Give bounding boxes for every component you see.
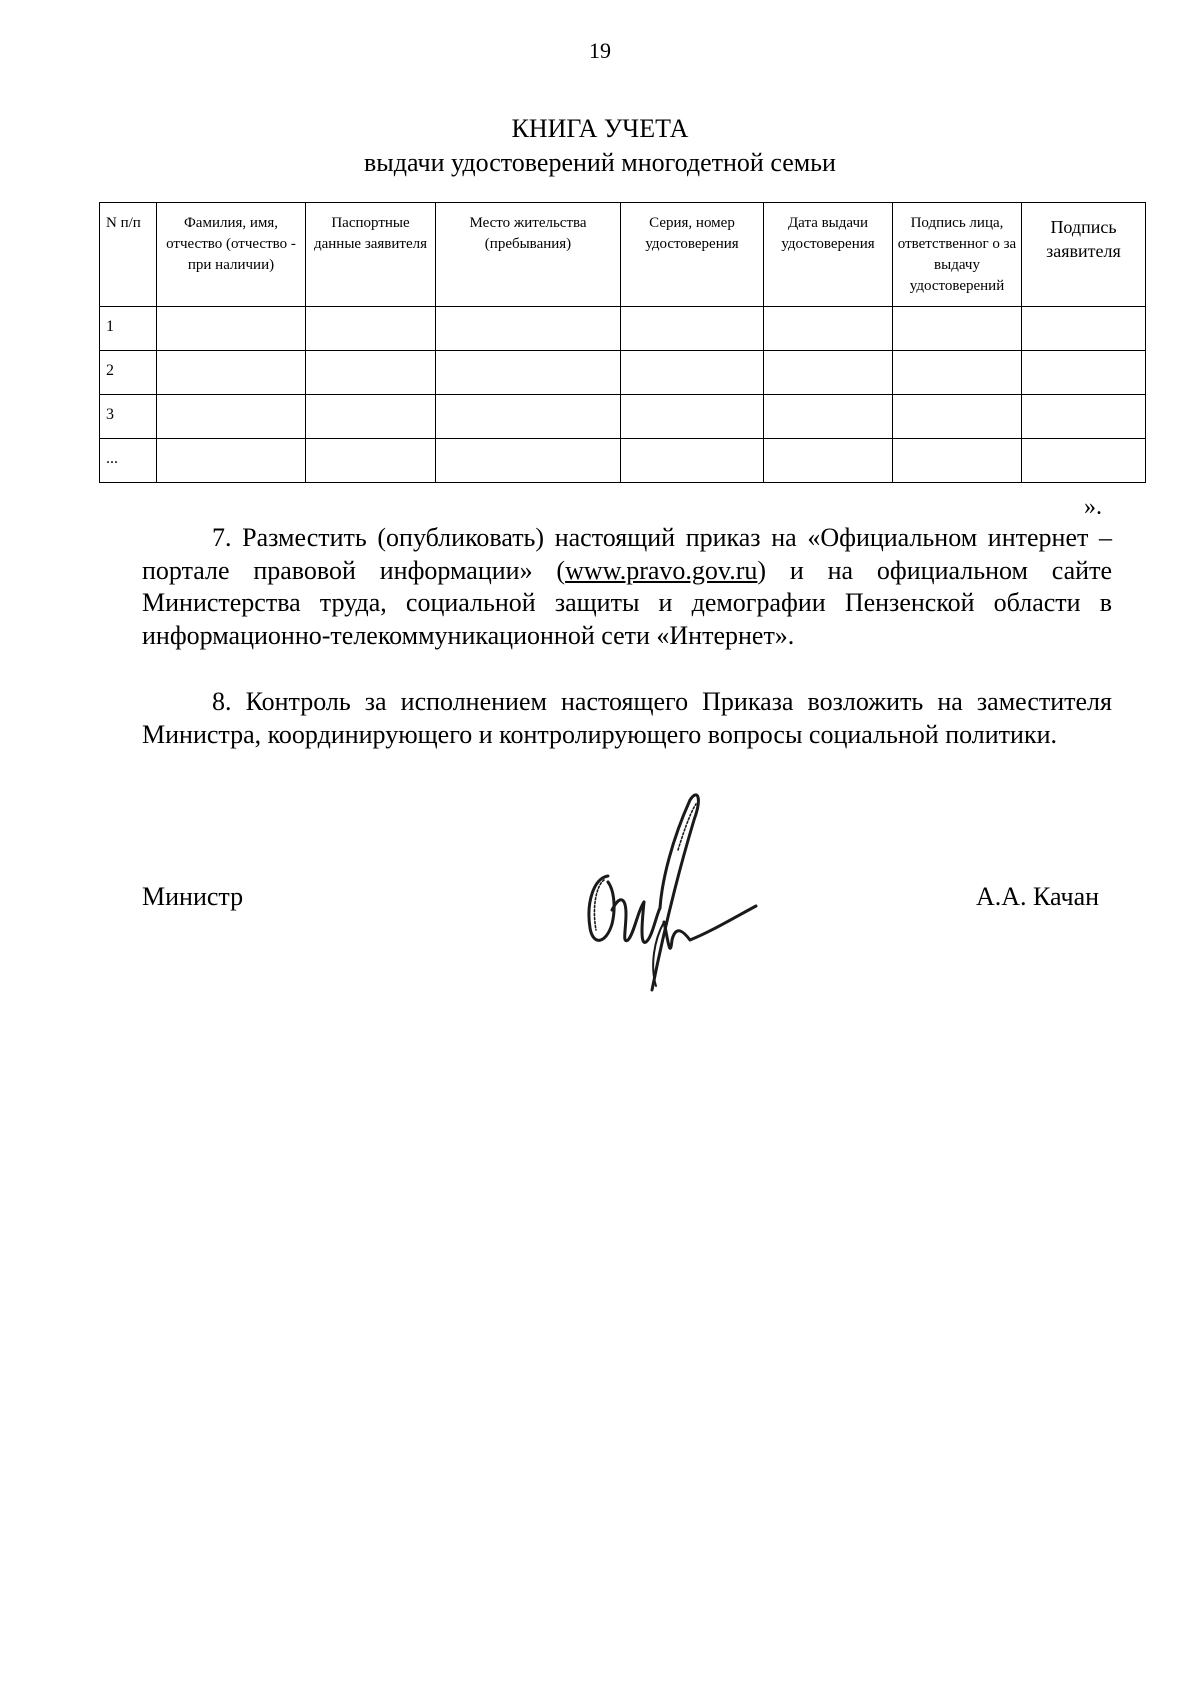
table-cell — [157, 307, 306, 351]
table-cell — [436, 307, 621, 351]
table-row — [100, 351, 1146, 395]
row-number: 3 — [100, 395, 157, 439]
header-residence: Место жительства (пребывания) — [436, 203, 621, 307]
table-cell — [306, 395, 436, 439]
table-cell — [621, 307, 764, 351]
table-cell — [621, 351, 764, 395]
table-cell — [764, 439, 893, 483]
quote-close: ». — [1084, 494, 1102, 520]
table-cell — [1022, 395, 1146, 439]
paragraph-7-text-start: 7. Разместить (опубликовать) настоящий приказ на «Официальном интернет – портале правовой информации» ( — [142, 523, 1112, 585]
header-issue-date: Дата выдачи удостоверения — [764, 203, 893, 307]
table-cell — [764, 351, 893, 395]
table-cell — [764, 395, 893, 439]
page-number: 19 — [589, 38, 611, 63]
header-full-name: Фамилия, имя, отчество (отчество - при наличии) — [157, 203, 306, 307]
row-number: ... — [100, 439, 157, 483]
table-cell — [764, 307, 893, 351]
header-certificate-number: Серия, номер удостоверения — [621, 203, 764, 307]
table-cell — [157, 439, 306, 483]
table-cell — [306, 307, 436, 351]
header-passport: Паспортные данные заявителя — [306, 203, 436, 307]
table-cell — [893, 307, 1022, 351]
table-row — [100, 395, 1146, 439]
row-number: 1 — [100, 307, 157, 351]
table-cell — [157, 351, 306, 395]
header-number: N п/п — [100, 203, 157, 307]
table-cell — [436, 439, 621, 483]
table-cell — [621, 439, 764, 483]
table-cell — [621, 395, 764, 439]
table-cell — [893, 439, 1022, 483]
registry-table — [99, 202, 1146, 483]
paragraph-7 — [142, 522, 1112, 652]
paragraph-8-text: 8. Контроль за исполнением настоящего Приказа возложить на заместителя Министра, координирующего и контролирующего вопросы социальной политики. — [142, 687, 1112, 749]
signatory-name: А.А. Качан — [976, 882, 1100, 911]
table-cell — [306, 439, 436, 483]
document-subtitle: выдачи удостоверений многодетной семьи — [364, 148, 836, 177]
table-cell — [1022, 307, 1146, 351]
table-header-row — [100, 203, 1146, 307]
paragraph-7-text-end: ) и на официальном сайте Министерства труда, социальной защиты и демографии Пензенской области в информационно-телекоммуникационной сети «Интернет». — [142, 555, 1112, 650]
table-cell — [436, 395, 621, 439]
row-number: 2 — [100, 351, 157, 395]
table-row — [100, 307, 1146, 351]
table-cell — [1022, 351, 1146, 395]
handwritten-signature — [560, 790, 780, 1010]
table-cell — [157, 395, 306, 439]
paragraph-8 — [142, 686, 1112, 751]
signatory-role: Министр — [142, 882, 244, 911]
table-cell — [306, 351, 436, 395]
header-applicant-signature: Подпись заявителя — [1022, 203, 1146, 307]
table-cell — [893, 351, 1022, 395]
table-cell — [436, 351, 621, 395]
document-title: КНИГА УЧЕТА — [511, 114, 689, 143]
table-cell — [1022, 439, 1146, 483]
pravo-gov-link[interactable]: www.pravo.gov.ru — [565, 555, 758, 585]
header-responsible-signature: Подпись лица, ответственног о за выдачу удостоверений — [893, 203, 1022, 307]
table-row — [100, 439, 1146, 483]
table-cell — [893, 395, 1022, 439]
